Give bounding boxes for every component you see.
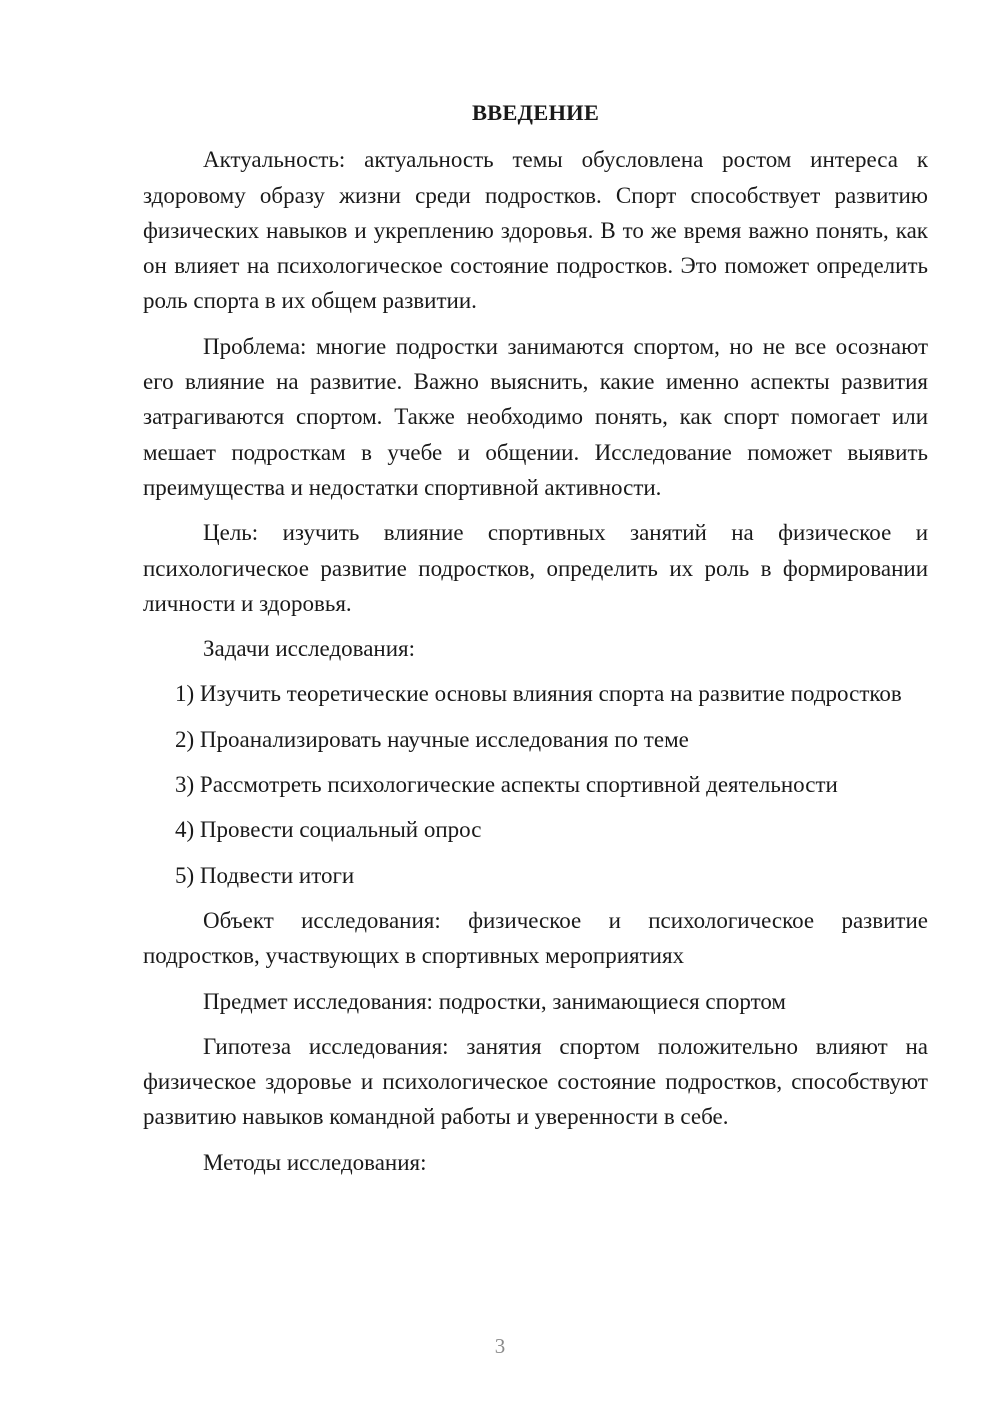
- task-item: 2) Проанализировать научные исследования по теме: [175, 726, 689, 752]
- task-item: 3) Рассмотреть психологические аспекты спортивной деятельности: [175, 772, 838, 798]
- page-title: ВВЕДЕНИЕ: [471, 100, 600, 125]
- task-item: 4) Провести социальный опрос: [175, 817, 482, 843]
- task-item: 5) Подвести итоги: [175, 862, 355, 888]
- task-item: 1) Изучить теоретические основы влияния спорта на развитие подростков: [175, 681, 902, 707]
- problem-paragraph: Проблема: многие подростки занимаются спортом, но не все осознают его влияние на развитие. Важно выяснить, какие именно аспекты развития затрагиваются спортом. Также необходимо понять, как спорт помогает или мешает подросткам в учебе и общении. Исследование поможет выявить преимущества и недостатки спортивной активности.: [143, 333, 928, 500]
- methods-heading: Методы исследования:: [203, 1149, 427, 1175]
- page-content: [143, 95, 928, 1190]
- relevance-paragraph: Актуальность: актуальность темы обусловлена ростом интереса к здоровому образу жизни среди подростков. Спорт способствует развитию физических навыков и укреплению здоровья. В то же время важно понять, как он влияет на психологическое состояние подростков. Это поможет определить роль спорта в их общем развитии.: [143, 147, 928, 314]
- goal-paragraph: Цель: изучить влияние спортивных занятий на физическое и психологическое развитие подростков, определить их роль в формировании личности и здоровья.: [143, 520, 928, 616]
- tasks-heading: Задачи исследования:: [203, 636, 416, 662]
- page-number: 3: [494, 1334, 506, 1358]
- object-paragraph: Объект исследования: физическое и психологическое развитие подростков, участвующих в спортивных мероприятиях: [143, 907, 928, 969]
- subject-paragraph: Предмет исследования: подростки, занимающиеся спортом: [203, 988, 786, 1014]
- hypothesis-paragraph: Гипотеза исследования: занятия спортом положительно влияют на физическое здоровье и психологическое состояние подростков, способствуют развитию навыков командной работы и уверенности в себе.: [143, 1033, 928, 1130]
